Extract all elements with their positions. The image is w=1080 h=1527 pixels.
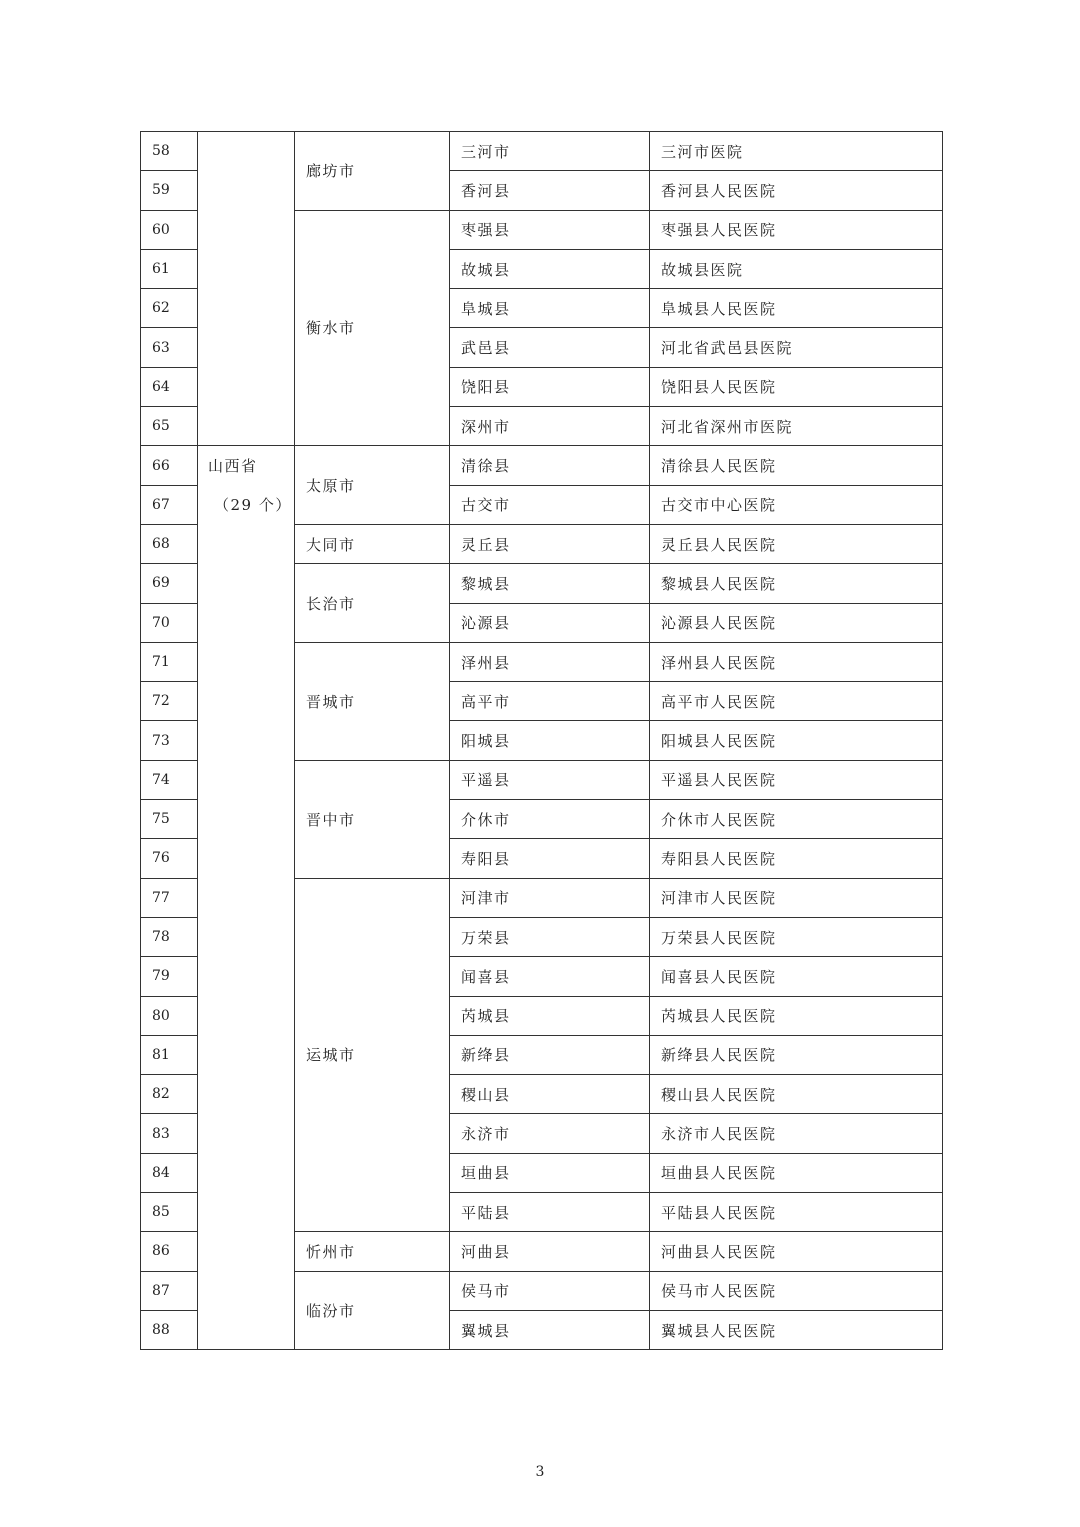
county-cell: 新绛县	[450, 1035, 650, 1074]
table-row	[141, 132, 943, 171]
hospital-cell: 芮城县人民医院	[650, 996, 943, 1035]
hospital-cell: 平遥县人民医院	[650, 760, 943, 799]
county-cell: 寿阳县	[450, 839, 650, 878]
county-cell: 垣曲县	[450, 1153, 650, 1192]
hospital-cell: 寿阳县人民医院	[650, 839, 943, 878]
city-cell: 晋城市	[295, 642, 450, 760]
province-name: 山西省	[208, 457, 258, 476]
county-cell: 平遥县	[450, 760, 650, 799]
hospital-cell: 河津市人民医院	[650, 878, 943, 917]
row-number: 70	[141, 603, 198, 642]
county-cell: 阜城县	[450, 289, 650, 328]
county-cell: 平陆县	[450, 1193, 650, 1232]
row-number: 82	[141, 1075, 198, 1114]
county-cell: 泽州县	[450, 642, 650, 681]
row-number: 63	[141, 328, 198, 367]
county-cell: 介休市	[450, 800, 650, 839]
hospital-cell: 三河市医院	[650, 132, 943, 171]
county-cell: 沁源县	[450, 603, 650, 642]
county-cell: 故城县	[450, 249, 650, 288]
county-cell: 灵丘县	[450, 524, 650, 563]
hospital-cell: 泽州县人民医院	[650, 642, 943, 681]
page-number: 3	[535, 1464, 545, 1480]
hospital-cell: 枣强县人民医院	[650, 210, 943, 249]
row-number: 58	[141, 132, 198, 171]
row-number: 83	[141, 1114, 198, 1153]
county-cell: 武邑县	[450, 328, 650, 367]
row-number: 66	[141, 446, 198, 485]
row-number: 72	[141, 682, 198, 721]
row-number: 74	[141, 760, 198, 799]
hospital-cell: 黎城县人民医院	[650, 564, 943, 603]
row-number: 77	[141, 878, 198, 917]
county-cell: 三河市	[450, 132, 650, 171]
county-cell: 清徐县	[450, 446, 650, 485]
province-cell	[198, 132, 295, 446]
hospital-cell: 万荣县人民医院	[650, 917, 943, 956]
row-number: 62	[141, 289, 198, 328]
row-number: 71	[141, 642, 198, 681]
hospital-cell: 河北省深州市医院	[650, 407, 943, 446]
county-cell: 深州市	[450, 407, 650, 446]
city-cell: 临汾市	[295, 1271, 450, 1350]
city-cell: 运城市	[295, 878, 450, 1232]
hospital-cell: 饶阳县人民医院	[650, 367, 943, 406]
city-cell: 长治市	[295, 564, 450, 643]
row-number: 85	[141, 1193, 198, 1232]
hospital-cell: 平陆县人民医院	[650, 1193, 943, 1232]
row-number: 81	[141, 1035, 198, 1074]
row-number: 75	[141, 800, 198, 839]
county-cell: 翼城县	[450, 1310, 650, 1349]
county-cell: 芮城县	[450, 996, 650, 1035]
county-cell: 万荣县	[450, 917, 650, 956]
hospital-cell: 河北省武邑县医院	[650, 328, 943, 367]
county-cell: 侯马市	[450, 1271, 650, 1310]
row-number: 59	[141, 171, 198, 210]
hospital-cell: 河曲县人民医院	[650, 1232, 943, 1271]
row-number: 76	[141, 839, 198, 878]
hospital-cell: 阜城县人民医院	[650, 289, 943, 328]
row-number: 78	[141, 917, 198, 956]
row-number: 64	[141, 367, 198, 406]
row-number: 69	[141, 564, 198, 603]
city-cell: 忻州市	[295, 1232, 450, 1271]
province-cell	[198, 446, 295, 1350]
row-number: 61	[141, 249, 198, 288]
county-cell: 高平市	[450, 682, 650, 721]
county-cell: 河曲县	[450, 1232, 650, 1271]
city-cell: 大同市	[295, 524, 450, 563]
city-cell: 晋中市	[295, 760, 450, 878]
hospital-cell: 灵丘县人民医院	[650, 524, 943, 563]
county-cell: 河津市	[450, 878, 650, 917]
hospital-cell: 沁源县人民医院	[650, 603, 943, 642]
county-cell: 黎城县	[450, 564, 650, 603]
city-cell: 廊坊市	[295, 132, 450, 211]
hospital-cell: 故城县医院	[650, 249, 943, 288]
city-cell: 衡水市	[295, 210, 450, 446]
county-cell: 古交市	[450, 485, 650, 524]
hospital-cell: 阳城县人民医院	[650, 721, 943, 760]
row-number: 67	[141, 485, 198, 524]
county-cell: 稷山县	[450, 1075, 650, 1114]
hospital-list-table	[140, 131, 943, 1350]
hospital-cell: 清徐县人民医院	[650, 446, 943, 485]
row-number: 88	[141, 1310, 198, 1349]
row-number: 60	[141, 210, 198, 249]
hospital-cell: 介休市人民医院	[650, 800, 943, 839]
hospital-cell: 垣曲县人民医院	[650, 1153, 943, 1192]
county-cell: 永济市	[450, 1114, 650, 1153]
hospital-cell: 稷山县人民医院	[650, 1075, 943, 1114]
city-cell: 太原市	[295, 446, 450, 525]
row-number: 84	[141, 1153, 198, 1192]
hospital-cell: 永济市人民医院	[650, 1114, 943, 1153]
county-cell: 枣强县	[450, 210, 650, 249]
row-number: 79	[141, 957, 198, 996]
hospital-cell: 侯马市人民医院	[650, 1271, 943, 1310]
province-count: （29 个）	[214, 496, 292, 515]
row-number: 80	[141, 996, 198, 1035]
row-number: 68	[141, 524, 198, 563]
table-row	[141, 446, 943, 485]
hospital-cell: 高平市人民医院	[650, 682, 943, 721]
county-cell: 饶阳县	[450, 367, 650, 406]
row-number: 87	[141, 1271, 198, 1310]
county-cell: 阳城县	[450, 721, 650, 760]
county-cell: 闻喜县	[450, 957, 650, 996]
hospital-cell: 翼城县人民医院	[650, 1310, 943, 1349]
hospital-cell: 新绛县人民医院	[650, 1035, 943, 1074]
row-number: 86	[141, 1232, 198, 1271]
hospital-cell: 香河县人民医院	[650, 171, 943, 210]
hospital-cell: 闻喜县人民医院	[650, 957, 943, 996]
row-number: 73	[141, 721, 198, 760]
hospital-cell: 古交市中心医院	[650, 485, 943, 524]
county-cell: 香河县	[450, 171, 650, 210]
row-number: 65	[141, 407, 198, 446]
